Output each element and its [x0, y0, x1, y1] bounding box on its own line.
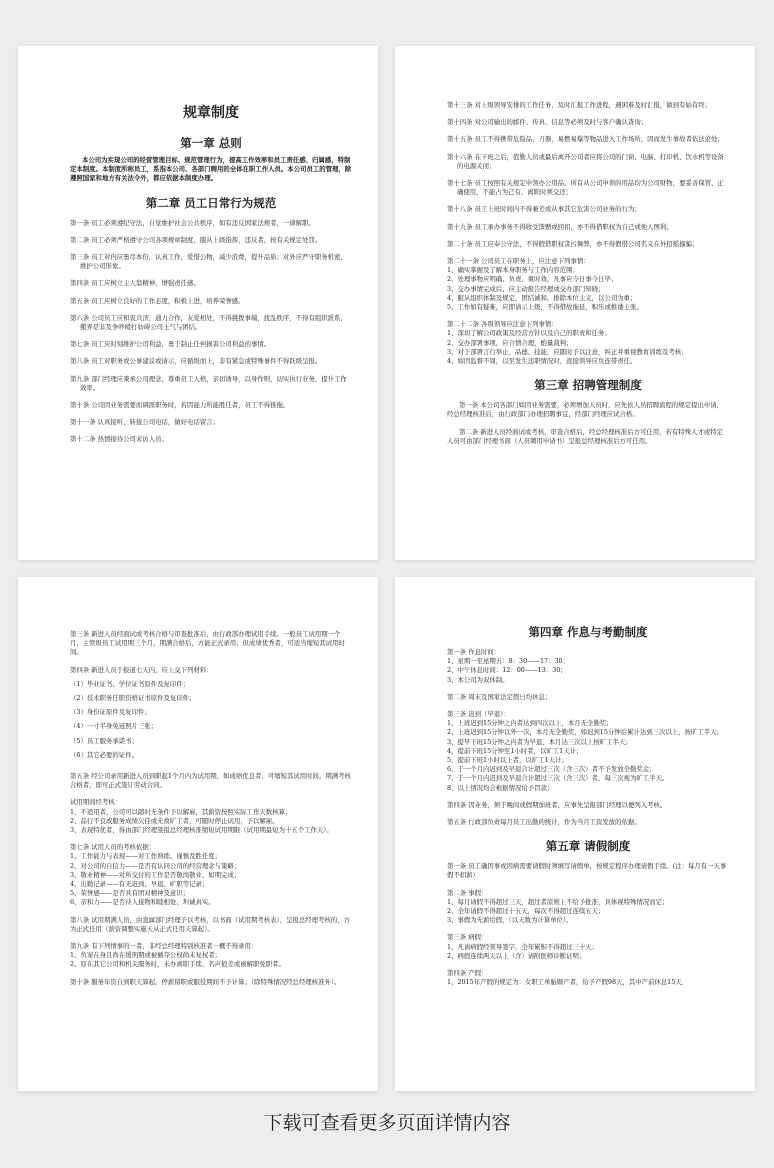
list-item: 1、负案在身且尚在缓刑期或被褫夺公权尚未复权者； [70, 951, 222, 960]
article-paragraph: 第三条 新进人员经面试或考核合格与审查批准后，由行政部办理试用手续。一般员工试用期一个月，主管级员工试用期三个月，期满合格后，方能正式录用；但成绩优秀者，可适当缩短其试用时间。 [70, 630, 345, 657]
article-paragraph: 第一条 员工必须遵纪守法，自觉维护社会公共秩序，如有违反国家法规者，一律解职。 [70, 218, 315, 227]
list-item: 3、交办事情完成后，应主动报告经理或交办部门知晓； [447, 284, 605, 293]
article-paragraph: 第十九条 员工承办事务不得收受馈赠或回扣，亦不得借职权为自己或他人图利； [447, 222, 673, 231]
list-item: 3、事假为无薪给假，（以天数为计算单位）。 [447, 916, 573, 925]
chapter-1-body: 本公司为实现公司的经营管理目标、规范管理行为，提高工作效率和员工责任感、归属感，特制定本制度。本制度所称员工，系指本公司、各部门聘用的全体在职工作人员。本公司员工的管理，除遵照国家和地方有关法令外，都应依据本制度办理。 [70, 156, 352, 183]
chapter-2-articles [70, 219, 352, 445]
article-paragraph: 第四条 因业务，须于晚间或假期加班者，应事先呈报部门经理以便列入考核。 [447, 800, 667, 809]
article-paragraph: 第十条 服务年资自到职天算起，停薪留职或服役期间不予计算；（除特殊情况经总经理核准外）。 [70, 977, 341, 986]
document-title: 规章制度 [183, 105, 239, 121]
download-more-caption[interactable]: 下载可查看更多页面详情内容 [263, 1112, 511, 1134]
article-7-heading: 第七条 试用人员的考核依据： [70, 843, 156, 852]
list-item: 3、对于部署言行举止、品德、技能，应随时予以注意，纠正并重视教育训练及考核； [447, 347, 688, 356]
list-item: 4、出勤记录——有无迟到、早退、旷职等记录； [70, 880, 209, 889]
list-item: 2、品行不良或服务成绩欠佳或无故旷工者，可随时停止试用，予以解雇。 [70, 816, 279, 825]
list-item: 5、荣誉感——是否具有团对精神及意识； [70, 889, 190, 898]
trial-heading: 试用期间经考核： [70, 798, 122, 807]
list-item: 2、病假连续两天以上（含）请附医师诊断证明； [447, 951, 586, 960]
article-paragraph: 第八条 试用期满人员，由直属部门经理予以考核，以书面（试用期考核表），呈报总经理考核的，方为正式任用（薪资调整实施天从正式任用天算起）。 [70, 915, 351, 933]
article-paragraph: 第九条 部门经理应秉承公司理念，尊重员工人格，亲切诱导，以身作则，切实执行业务，提升工作效率。 [70, 374, 347, 392]
list-item: 4、服从组织体制及规定，团结诚和，排除本位主义，以公司为重； [447, 293, 637, 302]
article-1-heading: 第一条 作息时间： [447, 648, 501, 656]
article-paragraph: 第十一条 认真接听、转接公司电话，做好电话留言； [70, 418, 220, 427]
list-item: 2、全年请假不得超过十五天，每次不得超过连续五天； [447, 907, 605, 916]
article-paragraph: 第十条 公司因业务需要而调派职务时，若因能力所能胜任者，员工不得推拖。 [70, 401, 290, 410]
article-paragraph: 第五条 行政部负责每月员工出勤的统计，作为当月工资发放的依据。 [447, 818, 641, 827]
list-item: 2、上班迟到15分钟以外一次，本月无全勤奖，如迟到15分钟后累计达到三次以上，按旷工半天； [447, 728, 723, 737]
illness-leave-heading: 第三条 病假： [447, 933, 488, 942]
list-item: 6、于一个月内迟到及早退合计超过三次（含三次）者不予发放全勤奖金； [447, 765, 656, 774]
list-item: 7、于一个月内迟到及早退合计超过三次（含三次）者，每三次视为旷工半天。 [447, 774, 669, 783]
list-item: 5、提前下班1小时以上者，以旷工1天计； [447, 756, 568, 765]
article-paragraph: 第二条 员工必须严格遵守公司各项规章制度，服从上级指挥，违反者，按有关规定处罚。 [70, 235, 322, 244]
list-item: 1、上班迟到15分钟之内者达到四次以上，本月无全勤奖； [447, 719, 613, 728]
list-item: 4、提前下班15分钟至1小时者，以旷工1天计； [447, 746, 583, 755]
article-paragraph: 第六条 公司员工应和衷共济，通力合作，友爱相处，不得挑拨事端，扰乱秩序，不得有组织派系，搬弄是非及争吵殴打妨碍公司士气与团结。 [70, 313, 347, 332]
article-paragraph: 第七条 员工应时刻维护公司利益，勇于制止任何损害公司利益的事情。 [70, 340, 271, 349]
list-item: 3、敬业精神——对所交付的工作是否敬岗敬业、如期完成； [70, 870, 241, 879]
article-paragraph: 第一条 员工确因事或因病需要请假时须填写请假单，按规定程序办理请假手续。(注：每月有一天事假不扣薪） [447, 862, 727, 880]
chapter-3-title: 第三章 招聘管理制度 [534, 378, 642, 393]
list-item: 2、中午休息时间：12：00——13：30； [447, 666, 567, 675]
list-item: 1、2015年产假的规定为：女职工单胎顺产者，给予产假98天，其中产前休息15天， [447, 978, 689, 987]
article-9-heading: 第九条 有下列情事的一者，非经总经理特别核准者一概不得录用： [70, 942, 258, 951]
document-page-4 [395, 577, 755, 1091]
article-paragraph: 第一条 本公司各部门如因业务需要，必须增加人员时，应先依人员招聘流程的规定提出申请，经总经理核准后，由行政部门办理招聘事宜，经部门经理应试合格。 [447, 401, 724, 419]
document-page-2 [395, 46, 755, 560]
document-page-3 [18, 577, 378, 1091]
list-item: 8、以上情况均会根据情况给予罚款； [447, 783, 554, 792]
list-item: 1、每月请假不得超过三天，超过者原则上不给予批准，具体视特殊情况而定； [447, 897, 669, 906]
chapter-4-title: 第四章 作息与考勤制度 [528, 625, 648, 639]
article-paragraph: 第十四条 对公司输出的邮件、传真、信息等必须及时与客户确认查询； [447, 118, 648, 127]
chapter-2-title: 第二章 员工日常行为规范 [145, 195, 277, 210]
list-item: 2、对公司的自信力——是否有认同公司的经营理念与策略； [70, 861, 241, 870]
list-item: 1、工作能力与表现——对工作熟练、谨慎及胜任度； [70, 852, 222, 861]
article-paragraph: 第二十条 员工应奉公守法，不得假借职权贪污舞弊，亦不得假借公司名义在外招摇撞骗； [447, 239, 699, 248]
list-item: 4、如因监督不周，以至发生违职情况时，直接领导应负连带责任。 [447, 357, 637, 366]
list-item: （2）技术职务任职资格证书原件及复印件； [70, 694, 196, 703]
article-paragraph: 第十八条 员工上班时间内不得兼差或从事其它危害公司业务的行为； [447, 205, 641, 214]
list-item: 2、处理事物应明确、负责、重时效，凡事应今日事今日毕； [447, 275, 618, 284]
article-paragraph: 第五条 经公司录用新进人员到职起1个月内为试用期，如成绩优良者，可缩短其试用时间，期满考核合格者，即可正式签订劳动合同。 [70, 772, 351, 790]
list-item: 3、提早下班15分钟之内者为早退，本月达三次以上按旷工半天； [447, 737, 632, 746]
maternity-leave-heading: 第四条 产假： [447, 969, 488, 978]
chapter-1-title: 第一章 总则 [180, 136, 242, 150]
article-paragraph: 第四条 员工应树立主人翁精神，增强责任感。 [70, 279, 200, 288]
list-item: 1、凡请病假经领导签字，全年累积不得超过三十天； [447, 942, 599, 951]
sick-leave-heading: 第二条 事假： [447, 888, 488, 897]
article-21-heading: 第二十一条 公司员工在职务上，应注意下列事情： [447, 257, 590, 266]
list-item: （3）身份证原件及复印件； [70, 708, 151, 717]
article-paragraph: 第二条 新进人员经面试或考核、审查合格后，经总经理核准后方可任用，若有特殊人才或特定人员可由部门经理书面（人员聘用申请书）呈报总经理核准后方可任用。 [447, 427, 724, 445]
article-paragraph: 第八条 员工对职务或公事建议或请示，应循级而上，非有紧急或特殊事件不得跃级呈报。 [70, 357, 322, 366]
list-item: 2、原在其它公司和机关服务时，未办离职手续、名声狼差或被解职免职者。 [70, 960, 285, 969]
list-item: 1、星期一至星期五：8：30——17：30； [447, 657, 569, 666]
list-item: 1、不适用者，公司可以随时无条件予以解雇，其薪资按照实际工作天数核算； [70, 807, 292, 816]
list-item: （4）一寸半身免冠照片三张； [70, 722, 158, 731]
list-item: （1）毕业证书、学位证书原件及复印件； [70, 679, 190, 688]
list-item: 6、亲和力——是否待人接物和睦相处、坦诚真实。 [70, 898, 215, 907]
article-3-heading: 第三条 迟到（早退）： [447, 710, 510, 719]
list-item: （5）员工服务承诺书； [70, 736, 138, 745]
article-paragraph: 第五条 员工应树立良好的工作态度，积极上进，培养荣誉感。 [70, 296, 245, 305]
list-item: （6）其它必要的证件。 [70, 750, 138, 759]
list-item: 1、深切了解公司政策及经营方针以及自己的职责和任务； [447, 329, 611, 338]
list-item: 5、工作如有疑难，应即请示上级，不得借故拖延，积压或推诿主张。 [447, 303, 643, 312]
article-paragraph: 第三条 员工对内应勇尽本份，认真工作，爱惜公物，减少浪费，提升品质；对外应严守职务机密，维护公司形象。 [70, 253, 347, 271]
list-item: 1、确实掌握及了解本身职务与工作内容范围； [447, 266, 579, 275]
article-paragraph: 第十二条 热情接待公司来访人员； [70, 435, 168, 444]
article-paragraph: 第十三条 对上级领导安排的工作任务，及时汇报工作进程，遇困难及时汇报，做到有始有终； [447, 101, 712, 109]
list-item: 2、交办部署事项，应合情合理，酌量裁判； [447, 338, 573, 347]
article-22-heading: 第二十二条 各级领导应注意下列事情： [447, 320, 558, 329]
article-4-heading: 第四条 新进人员于报道七天内，应上交下列材料： [70, 665, 213, 674]
chapter-5-title: 第五章 请假制度 [545, 839, 631, 854]
list-item: 3、本公司为双休制。 [447, 675, 509, 684]
article-paragraph: 第十六条 在下班之后，值勤人员或最后离开公司者应将公司的门窗、电脑、打印机、饮水机等设备的电源关闭； [447, 152, 724, 170]
list-item: 3、表现特优者，得由部门经理签报总经理核准缩短试用期限（试用期最短为十五个工作天）。 [70, 826, 333, 835]
article-paragraph: 第二条 周末及国家法定假日均休息； [447, 692, 552, 701]
article-paragraph: 第十七条 员工按照有关规定申领办公用品，所有从公司申领的用品均为公司财物，要妥善保管、正确使用，不能占为己有，离职时须交还； [447, 179, 724, 197]
article-paragraph: 第十五条 员工不得携带危险品、刀器、易燃易爆等物品进入工作场所，因而发生事故者依法论处； [447, 135, 724, 144]
document-page-1 [18, 46, 378, 560]
